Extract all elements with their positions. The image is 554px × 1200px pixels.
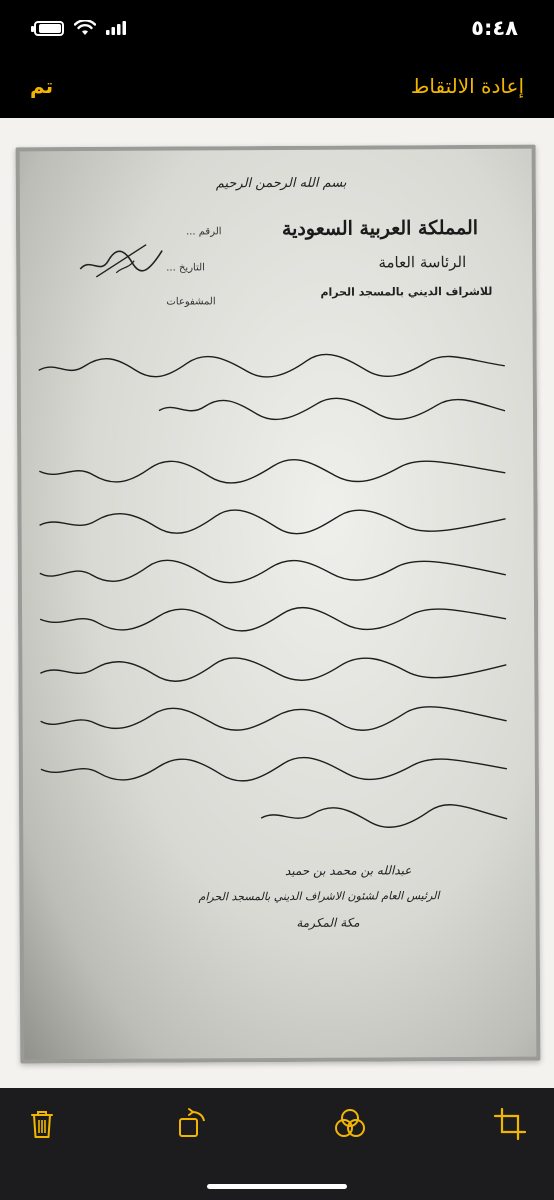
status-time: ٥:٤٨	[471, 16, 518, 40]
crop-button[interactable]	[492, 1106, 528, 1142]
done-button[interactable]: تم	[30, 74, 54, 98]
handwritten-line	[37, 350, 507, 382]
scanned-letter	[16, 145, 541, 1064]
crop-icon	[492, 1106, 528, 1142]
nav-bar	[0, 62, 554, 118]
signal-icon	[106, 21, 126, 35]
status-bar	[0, 0, 554, 62]
handwritten-date	[76, 239, 166, 283]
reference-label: الرقم ...	[186, 226, 222, 238]
home-indicator[interactable]	[207, 1184, 347, 1189]
document-preview	[0, 118, 554, 1088]
status-icons	[34, 20, 126, 36]
handwritten-line	[39, 753, 509, 785]
filters-icon	[332, 1106, 368, 1142]
wifi-icon	[74, 20, 96, 36]
handwritten-line	[37, 455, 507, 487]
delete-button[interactable]	[24, 1106, 60, 1142]
signature-city: مكة المكرمة	[296, 915, 360, 930]
handwritten-line	[157, 393, 507, 425]
handwritten-line	[259, 801, 509, 832]
letterhead-presidency: الرئاسة العامة	[378, 253, 467, 272]
basmala-header: بسم الله الرحمن الرحيم	[215, 175, 347, 192]
filters-button[interactable]	[332, 1106, 368, 1142]
enclosures-label: المشفوعات	[166, 296, 216, 308]
rotate-button[interactable]	[174, 1106, 210, 1142]
handwritten-line	[38, 653, 508, 685]
handwritten-line	[38, 555, 508, 587]
signature-name: عبدالله بن محمد بن حميد	[284, 863, 412, 878]
handwritten-line	[39, 703, 509, 735]
rotate-icon	[174, 1106, 210, 1142]
letterhead-supervision: للاشراف الديني بالمسجد الحرام	[320, 284, 493, 299]
signature-title: الرئيس العام لشئون الاشراف الديني بالمسجد الحرام	[198, 889, 440, 904]
battery-level	[39, 24, 61, 33]
letterhead-kingdom: المملكة العربية السعودية	[281, 216, 479, 240]
handwritten-line	[38, 603, 508, 635]
retake-button[interactable]: إعادة الالتقاط	[410, 74, 524, 98]
battery-icon	[34, 21, 64, 36]
date-label: التاريخ ...	[166, 262, 205, 274]
trash-icon	[24, 1106, 60, 1142]
handwritten-line	[37, 505, 507, 537]
